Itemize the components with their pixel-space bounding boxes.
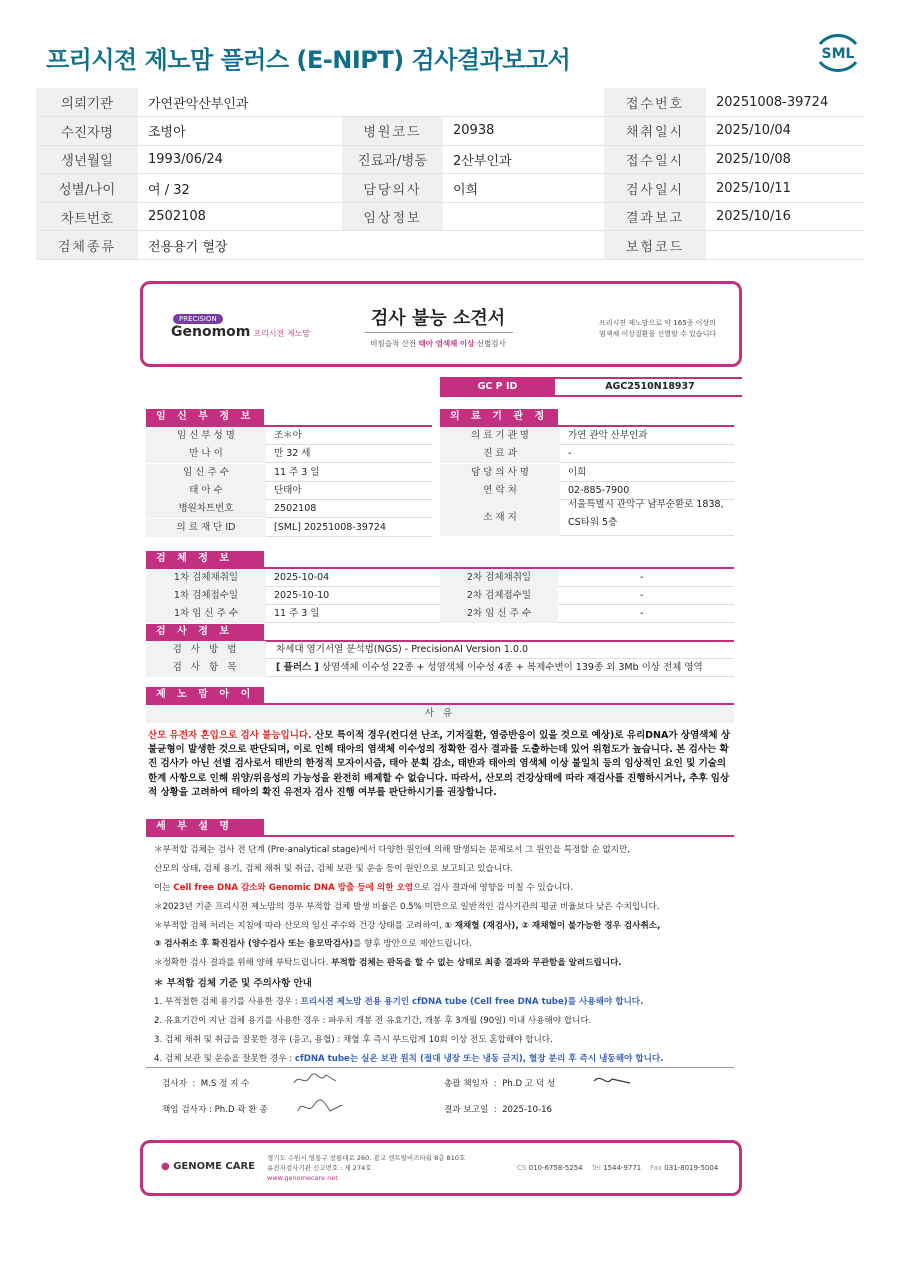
- responsible-sign-mark: [294, 1095, 346, 1117]
- genomom-logo: Genomom 프리시젼 제노맘: [171, 324, 311, 340]
- test-items-row: 검 사 항 목 [ 플러스 ] 상염색체 이수성 22종 + 성염색체 이수성 4종 + 복제수변이 139종 외 3Mb 이상 전체 영역: [146, 659, 734, 677]
- detail-line-3: 이는 Cell free DNA 감소와 Genomic DNA 방출 등에 의한 오염으로 검사 결과에 영향을 미칠 수 있습니다.: [154, 883, 574, 893]
- pregnant-row: 병원차트번호 2502108: [146, 500, 432, 518]
- label-patient-name: 수진자명: [36, 117, 138, 146]
- value-test-date: 2025/10/11: [706, 174, 864, 203]
- label-result-report: 결과보고: [604, 202, 706, 231]
- label-chart-no: 차트번호: [36, 202, 138, 231]
- pregnant-row: 의 료 재 단 ID [SML] 20251008-39724: [146, 519, 432, 537]
- gcpid-row: [440, 377, 742, 397]
- banner-subtitle: 비침습적 산전 태아 염색체 이상 선별검사: [370, 339, 506, 348]
- specimen-info-head: 검 체 정 보: [146, 551, 264, 567]
- detail-line-2: 산모의 상태, 검체 용기, 검체 채취 및 취급, 검체 보관 및 운송 등이 원인으로 보고되고 있습니다.: [154, 864, 514, 874]
- guide-line-2: 2. 유효기간이 지난 검체 용기를 사용한 경우 : 파우치 개봉 전 유효기간, 개봉 후 3개월 (90일) 이내 사용해야 합니다.: [154, 1016, 592, 1026]
- value-institution: 가연관악산부인과: [138, 88, 342, 117]
- value-patient-name: 조병아: [138, 117, 342, 146]
- genome-care-logo: ● GENOME CARE: [161, 1161, 256, 1172]
- institution-row: 의 료 기 관 명 가연 관악 산부인과: [440, 427, 734, 445]
- sml-logo: [812, 30, 864, 76]
- institution-row: 담 당 의 사 명 이희: [440, 464, 734, 482]
- value-clinical-info: [443, 202, 604, 231]
- guide-line-1: 1. 부적절한 검체 용기를 사용한 경우 : 프리시젼 제노맘 전용 용기인 cfDNA tube (Cell free DNA tube)를 사용해야 합니다.: [154, 997, 644, 1007]
- detail-line-7: ＊정확한 검사 결과를 위해 양해 부탁드립니다. 부적합 검체는 판독을 할 수 없는 상태로 최종 결과와 무관함을 알려드립니다.: [154, 958, 622, 968]
- responsible-signature: 책임 검사자 : Ph.D 곽 환 종: [162, 1105, 268, 1115]
- value-insurance-code: [706, 231, 864, 260]
- pregnant-row: 태 아 수 단태아: [146, 482, 432, 500]
- precision-badge: PRECISION: [173, 314, 223, 324]
- detail-line-6: ③ 검사취소 후 확진검사 (양수검사 또는 융모막검사)를 향후 방안으로 제안드립니다.: [154, 939, 472, 949]
- pregnant-row: 임 신 부 성 명 조＊아: [146, 427, 432, 445]
- institution-info-head: 의 료 기 관 정: [440, 409, 558, 425]
- value-hospital-code: 20938: [443, 117, 604, 146]
- specimen-row-right: 2차 검체접수일 -: [440, 587, 734, 605]
- label-birthdate: 생년월일: [36, 145, 138, 174]
- label-collection-date: 채취일시: [604, 117, 706, 146]
- value-result-report: 2025/10/16: [706, 202, 864, 231]
- address-line-2: CS타워 5층: [568, 517, 618, 529]
- result-head: 제 노 맘 아 이: [146, 687, 264, 703]
- institution-row: 진 료 과 -: [440, 445, 734, 463]
- guide-title: ＊ 부적합 검체 기준 및 주의사항 안내: [154, 978, 312, 989]
- detail-head: 세 부 설 명: [146, 819, 264, 835]
- pregnant-row: 임 신 주 수 11 주 3 일: [146, 464, 432, 482]
- report-date: 결과 보고일 : 2025-10-16: [444, 1105, 553, 1115]
- result-reason-text: 산모 유전자 혼입으로 검사 불능입니다. 산모 특이적 경우(컨디션 난조, 기저질환, 염증반응이 있을 것으로 예상)로 유리DNA가 상염색체 상 불균형이 발생한 것으로 판단되며, 이로 인해 태아의 염색체 이수성의 정확한 검사 결과를 도출하는데 있어 위험도가 높습니다. 본 검사는 확진 검사가 아닌 선별 검사로서 태반의 한정적 모자이시즘, 태아 분획 감소, 태반과 태아의 염색체 이상 불일치 등의 임상적인 요인 및 기술의 한계 사항으로 인해 위양/위음성의 가능성을 완전히 배제할 수 없습니다. 따라서, 산모의 건강상태에 따라 재검사를 진행하시거나, 추후 임상적 상황을 고려하여 태아의 확진 유전자 검사 진행 여부를 판단하시기를 권장합니다.: [148, 730, 731, 798]
- value-specimen-type: 전용용기 혈장: [138, 231, 342, 260]
- pregnant-row: 만 나 이 만 32 세: [146, 445, 432, 463]
- label-clinical-info: 임상정보: [342, 202, 443, 231]
- banner-title: 검사 불능 소견서: [370, 308, 506, 329]
- value-collection-date: 2025/10/04: [706, 117, 864, 146]
- tester-sign-mark: [290, 1069, 342, 1091]
- label-insurance-code: 보험코드: [604, 231, 706, 260]
- value-department: 2산부인과: [443, 145, 604, 174]
- label-doctor: 담당의사: [342, 174, 443, 203]
- report-title: 프리시젼 제노맘 플러스 (E-NIPT) 검사결과보고서: [46, 46, 571, 74]
- gcpid-label: GC P ID: [440, 379, 555, 395]
- test-method-row: 검 사 방 법 차세대 염기서열 분석법(NGS) - PrecisionAI Version 1.0.0: [146, 641, 734, 659]
- value-doctor: 이희: [443, 174, 604, 203]
- footer-address: 경기도 수원시 영통구 창룡대로 260, 광교 센트럴비즈타워 8층 810호 유전자검사기관 신고번호 : 제 274호 www.genomecare.net: [267, 1154, 466, 1182]
- tester-signature: 검사자 : M.S 정 지 수: [162, 1079, 250, 1089]
- embedded-report: [140, 281, 742, 1199]
- detail-line-4: ＊2023년 기준 프리시젼 제노맘의 경우 부적합 검체 발생 비율은 0.5% 미만으로 일반적인 검사기관의 평균 비율보다 낮은 수치입니다.: [154, 902, 660, 912]
- label-receipt-date: 접수일시: [604, 145, 706, 174]
- patient-info-table: [36, 88, 864, 260]
- test-info-head: 검 사 정 보: [146, 624, 264, 640]
- footer-contacts: CS 010-6758-5254 Tel 1544-9771 Fax 031-8019-5004: [517, 1164, 719, 1172]
- label-institution: 의뢰기관: [36, 88, 138, 117]
- specimen-row-right: 2차 임 신 주 수 -: [440, 605, 734, 623]
- specimen-row-right: 2차 검체채취일 -: [440, 569, 734, 587]
- detail-line-1: ＊부적합 검체는 검사 전 단계 (Pre-analytical stage)에서 다양한 원인에 의해 발생되는 문제로서 그 원인을 특정할 순 없지만,: [154, 845, 631, 855]
- genome-care-footer: [140, 1140, 742, 1196]
- label-department: 진료과/병동: [342, 145, 443, 174]
- label-test-date: 검사일시: [604, 174, 706, 203]
- value-sex-age: 여 / 32: [138, 174, 342, 203]
- label-hospital-code: 병원코드: [342, 117, 443, 146]
- institution-row: 소 재 지 서울특별시 관악구 남부순환로 1838, CS타워 5층: [440, 500, 734, 536]
- svg-text:SML: SML: [821, 46, 855, 62]
- guide-line-3: 3. 검체 채취 및 취급을 잘못한 경우 (응고, 용혈) : 채혈 후 즉시 부드럽게 10회 이상 전도 혼합해야 합니다.: [154, 1035, 553, 1045]
- banner-tagline: 프리시젼 제노맘으로 약 165종 이상의 염색체 이상질환을 선별할 수 있습니다: [599, 319, 717, 338]
- label-receipt-no: 접수번호: [604, 88, 706, 117]
- value-chart-no: 2502108: [138, 202, 342, 231]
- pregnant-info-head: 임 신 부 정 보: [146, 409, 264, 425]
- chief-sign-mark: [590, 1071, 634, 1089]
- guide-line-4: 4. 검체 보관 및 운송을 잘못한 경우 : cfDNA tube는 실온 보관 원칙 (절대 냉장 또는 냉동 금지), 혈장 분리 후 즉시 냉동해야 합니다.: [154, 1054, 664, 1064]
- chief-signature: 총괄 책임자 : Ph.D 고 덕 성: [444, 1079, 556, 1089]
- specimen-row-left: 1차 임 신 주 수 11 주 3 일: [146, 605, 440, 623]
- reason-label: 사 유: [146, 705, 734, 723]
- specimen-row-left: 1차 검체접수일 2025-10-10: [146, 587, 440, 605]
- label-sex-age: 성별/나이: [36, 174, 138, 203]
- value-birthdate: 1993/06/24: [138, 145, 342, 174]
- specimen-row-left: 1차 검체채취일 2025-10-04: [146, 569, 440, 587]
- institution-row: 연 락 처 02-885-7900: [440, 482, 734, 500]
- value-receipt-no: 20251008-39724: [706, 88, 864, 117]
- label-specimen-type: 검체종류: [36, 231, 138, 260]
- detail-line-5: ＊부적합 검체 처리는 지침에 따라 산모의 임신 주수와 건강 상태를 고려하여, ① 재채혈 (재검사), ② 재채혈이 불가능한 경우 검사취소,: [154, 921, 661, 931]
- report-banner: [140, 281, 742, 367]
- value-receipt-date: 2025/10/08: [706, 145, 864, 174]
- gcpid-value: AGC2510N18937: [605, 381, 695, 392]
